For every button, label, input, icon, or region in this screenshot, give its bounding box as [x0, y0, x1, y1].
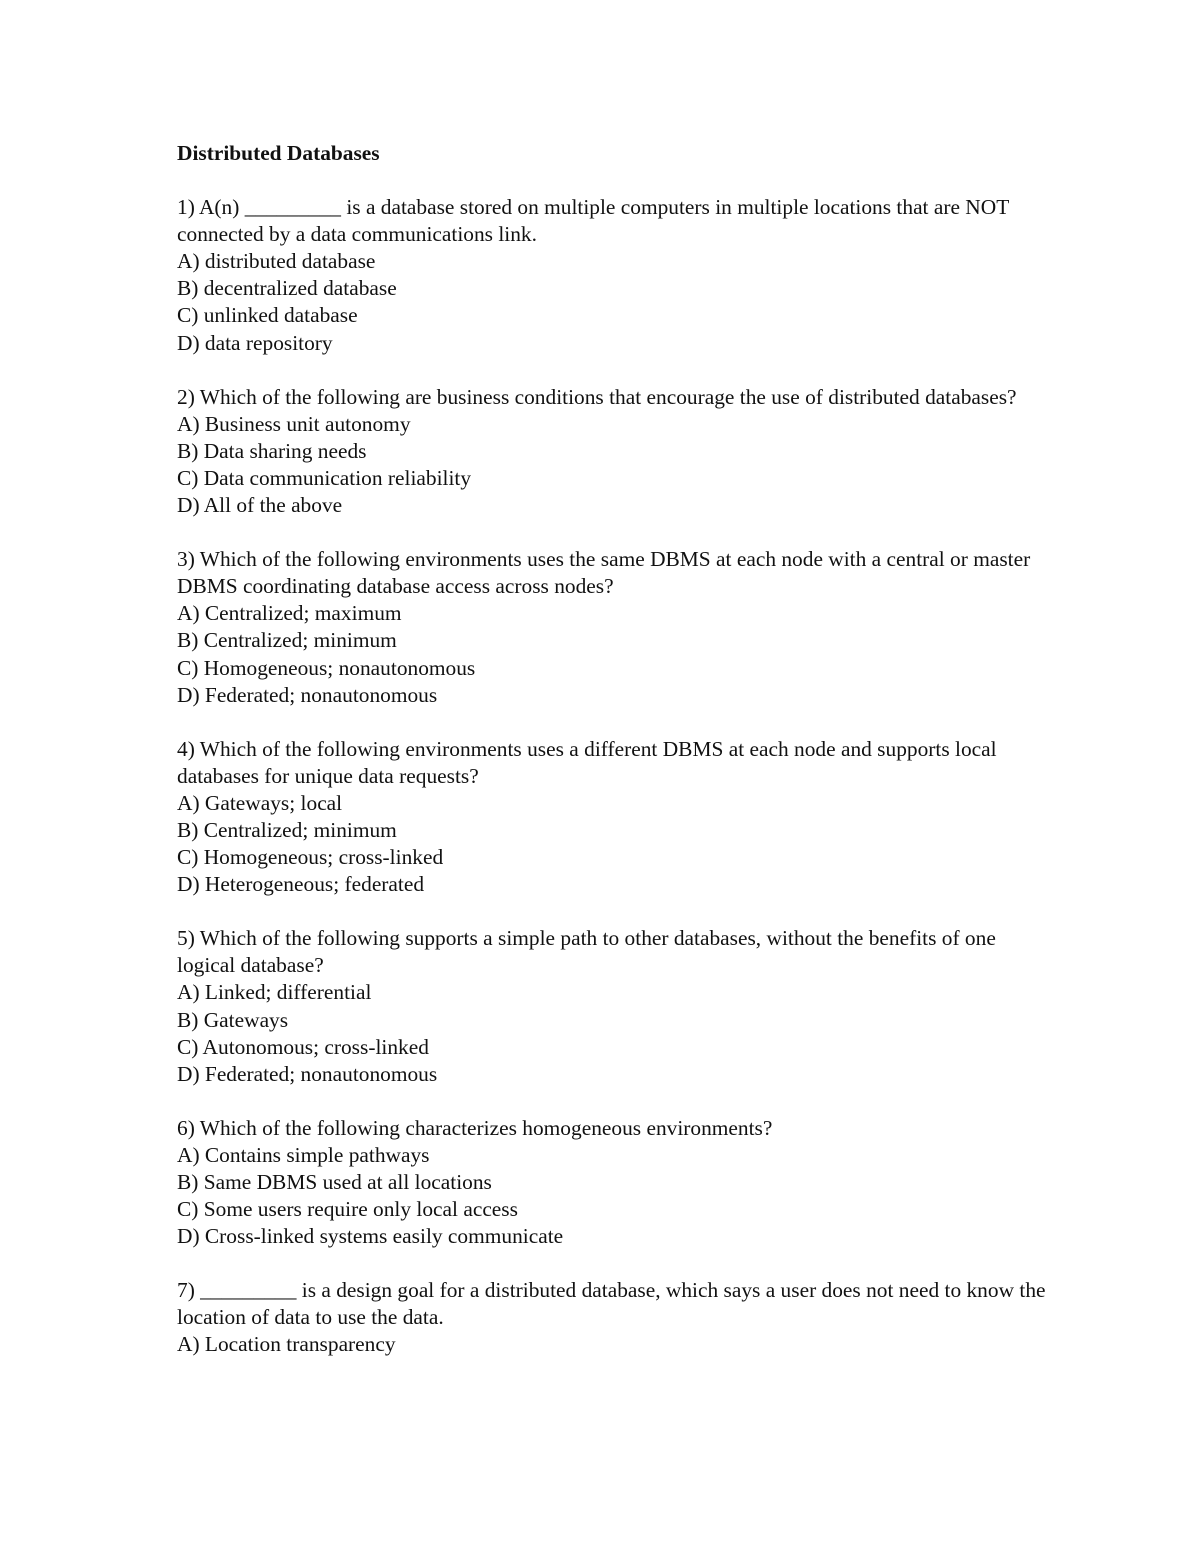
answer-option: D) Cross-linked systems easily communicate	[177, 1224, 564, 1249]
answer-option: B) Gateways	[177, 1007, 289, 1032]
answer-option: D) data repository	[177, 330, 333, 355]
question-stem: 3) Which of the following environments uses the same DBMS at each node with a central or master DBMS coordinating database access across nodes?	[177, 547, 1031, 599]
answer-options	[177, 248, 1057, 356]
answer-option: C) Homogeneous; nonautonomous	[177, 655, 476, 680]
answer-option: D) Heterogeneous; federated	[177, 872, 425, 897]
answer-option: A) Business unit autonomy	[177, 411, 411, 436]
answer-options	[177, 790, 1057, 898]
answer-option: D) Federated; nonautonomous	[177, 682, 438, 707]
question-5	[177, 925, 1057, 1088]
answer-option: B) decentralized database	[177, 276, 397, 301]
answer-option: A) Contains simple pathways	[177, 1142, 430, 1167]
answer-options	[177, 1331, 1057, 1358]
answer-option: A) Centralized; maximum	[177, 601, 402, 626]
question-stem: 1) A(n) _________ is a database stored on multiple computers in multiple locations that are NOT connected by a data communications link.	[177, 195, 1009, 247]
answer-option: B) Centralized; minimum	[177, 817, 397, 842]
answer-option: D) All of the above	[177, 493, 343, 518]
answer-option: A) distributed database	[177, 249, 376, 274]
question-6	[177, 1115, 1057, 1250]
answer-option: A) Gateways; local	[177, 790, 343, 815]
answer-option: C) Homogeneous; cross-linked	[177, 845, 444, 870]
answer-option: B) Centralized; minimum	[177, 628, 397, 653]
question-2	[177, 384, 1057, 519]
document-title: Distributed Databases	[177, 141, 380, 165]
answer-option: D) Federated; nonautonomous	[177, 1061, 438, 1086]
answer-option: C) Some users require only local access	[177, 1197, 518, 1222]
question-7	[177, 1277, 1057, 1358]
answer-option: A) Linked; differential	[177, 980, 372, 1005]
question-stem: 2) Which of the following are business conditions that encourage the use of distributed databases?	[177, 384, 1017, 409]
answer-options	[177, 979, 1057, 1087]
question-stem: 7) _________ is a design goal for a distributed database, which says a user does not need to know the location of data to use the data.	[177, 1278, 1046, 1330]
question-4	[177, 736, 1057, 899]
answer-option: B) Same DBMS used at all locations	[177, 1170, 492, 1194]
answer-options	[177, 600, 1057, 708]
document-page	[177, 140, 1057, 1386]
answer-option: C) Autonomous; cross-linked	[177, 1034, 429, 1059]
answer-options	[177, 1142, 1057, 1250]
answer-option: C) unlinked database	[177, 303, 358, 328]
question-3	[177, 546, 1057, 709]
answer-option: A) Location transparency	[177, 1332, 396, 1357]
question-stem: 6) Which of the following characterizes homogeneous environments?	[177, 1115, 773, 1140]
question-stem: 4) Which of the following environments uses a different DBMS at each node and supports local databases for unique data requests?	[177, 736, 997, 788]
question-1	[177, 194, 1057, 357]
answer-option: C) Data communication reliability	[177, 465, 472, 490]
question-stem: 5) Which of the following supports a simple path to other databases, without the benefits of one logical database?	[177, 926, 996, 978]
answer-option: B) Data sharing needs	[177, 438, 367, 463]
answer-options	[177, 411, 1057, 519]
